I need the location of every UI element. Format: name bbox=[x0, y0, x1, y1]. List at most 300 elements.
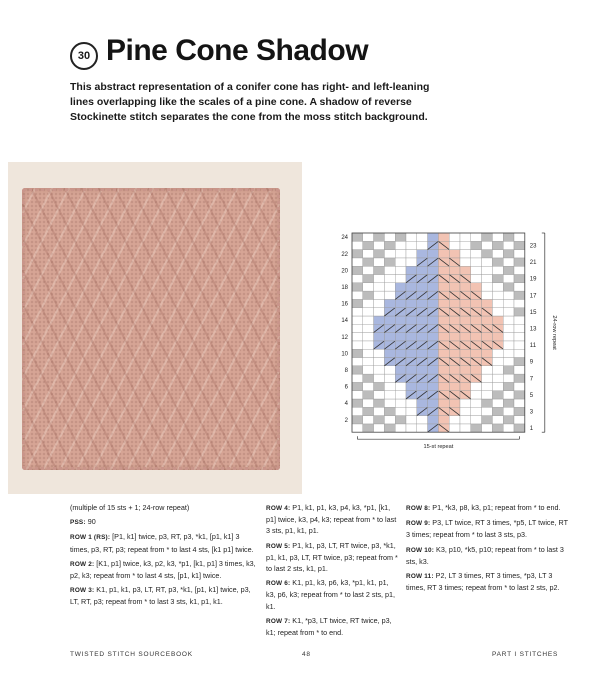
chart-row-label-right: 3 bbox=[529, 409, 534, 416]
chart-cell bbox=[482, 233, 493, 241]
chart-cell bbox=[492, 399, 503, 407]
chart-cell bbox=[363, 399, 374, 407]
chart-row-label-left: 12 bbox=[341, 334, 348, 341]
chart-cell bbox=[428, 266, 439, 274]
chart-cell bbox=[492, 299, 503, 307]
chart-cell bbox=[363, 324, 374, 332]
instruction-label: ROW 7: bbox=[266, 617, 291, 625]
chart-cell bbox=[471, 416, 482, 424]
chart-cell bbox=[449, 241, 460, 249]
chart-cell bbox=[384, 291, 395, 299]
chart-cell bbox=[471, 241, 482, 249]
chart-cell bbox=[374, 308, 385, 316]
chart-cell bbox=[438, 283, 449, 291]
chart-cell bbox=[363, 258, 374, 266]
chart-cell bbox=[374, 399, 385, 407]
chart-cell bbox=[395, 366, 406, 374]
chart-cell bbox=[471, 299, 482, 307]
instruction-3-2 bbox=[406, 544, 570, 567]
chart-cell bbox=[492, 382, 503, 390]
chart-cell bbox=[460, 366, 471, 374]
instruction-text: P1, k1, p1, k3, p4, k3, *p1, [k1, p1] twice, k3, p4, k3; repeat from * to last 3 sts, p1, k1, p1. bbox=[266, 503, 397, 536]
chart-cell bbox=[384, 416, 395, 424]
chart-row-label-right: 13 bbox=[529, 326, 537, 333]
chart-cell bbox=[514, 316, 525, 324]
instruction-1-0 bbox=[70, 502, 256, 513]
chart-cell bbox=[417, 241, 428, 249]
chart-cell bbox=[374, 366, 385, 374]
chart-cell bbox=[460, 250, 471, 258]
chart-cell bbox=[352, 407, 363, 415]
chart-cell bbox=[460, 407, 471, 415]
instruction-text: (multiple of 15 sts + 1; 24-row repeat) bbox=[70, 503, 190, 512]
chart-cell bbox=[395, 233, 406, 241]
chart-cell bbox=[352, 399, 363, 407]
chart-cell bbox=[374, 349, 385, 357]
chart-cell bbox=[406, 424, 417, 432]
instruction-label: ROW 11: bbox=[406, 573, 434, 581]
chart-cell bbox=[395, 283, 406, 291]
chart-cell bbox=[471, 283, 482, 291]
chart-cell bbox=[363, 391, 374, 399]
instruction-text: [K1, p1] twice, k3, p2, k3, *p1, [k1, p1] 3 times, k3, p2, k3; repeat from * to last 4 sts, [p1, k1] twice. bbox=[70, 558, 256, 581]
chart-side-label: 24-row repeat bbox=[550, 315, 557, 350]
instruction-3-3 bbox=[406, 570, 570, 593]
chart-cell bbox=[438, 316, 449, 324]
chart-cell bbox=[503, 407, 514, 415]
chart-cell bbox=[374, 266, 385, 274]
chart-cell bbox=[482, 291, 493, 299]
chart-cell bbox=[460, 266, 471, 274]
instruction-label: ROW 8: bbox=[406, 505, 431, 512]
chart-cell bbox=[417, 382, 428, 390]
chart-cell bbox=[363, 291, 374, 299]
chart-cell bbox=[406, 399, 417, 407]
chart-cell bbox=[352, 358, 363, 366]
chart-cell bbox=[395, 241, 406, 249]
chart-cell bbox=[384, 250, 395, 258]
chart-cell bbox=[395, 349, 406, 357]
instruction-2-2 bbox=[266, 577, 400, 612]
chart-cell bbox=[384, 382, 395, 390]
chart-cell bbox=[503, 291, 514, 299]
chart-cell bbox=[352, 233, 363, 241]
chart-cell bbox=[406, 382, 417, 390]
chart-cell bbox=[449, 366, 460, 374]
chart-cell bbox=[492, 316, 503, 324]
chart-cell bbox=[503, 258, 514, 266]
chart-cell bbox=[492, 333, 503, 341]
chart-cell bbox=[417, 283, 428, 291]
chart-cell bbox=[514, 416, 525, 424]
chart-cell bbox=[449, 333, 460, 341]
chart-cell bbox=[363, 382, 374, 390]
chart-cell bbox=[482, 424, 493, 432]
chart-cell bbox=[395, 299, 406, 307]
chart-cell bbox=[482, 366, 493, 374]
instruction-text: P1, *k3, p8, k3, p1; repeat from * to end. bbox=[430, 503, 561, 512]
chart-cell bbox=[428, 233, 439, 241]
chart-cell bbox=[352, 299, 363, 307]
chart-cell bbox=[460, 416, 471, 424]
chart-cell bbox=[352, 333, 363, 341]
chart-cell bbox=[428, 250, 439, 258]
chart-cell bbox=[492, 416, 503, 424]
chart-cell bbox=[363, 341, 374, 349]
instruction-1-2 bbox=[70, 531, 256, 554]
chart-row-label-left: 14 bbox=[341, 318, 348, 325]
chart-cell bbox=[384, 241, 395, 249]
chart-cell bbox=[384, 349, 395, 357]
instruction-1-3 bbox=[70, 558, 256, 581]
chart-cell bbox=[363, 283, 374, 291]
chart-cell bbox=[352, 391, 363, 399]
chart-cell bbox=[492, 283, 503, 291]
chart-cell bbox=[449, 266, 460, 274]
chart-row-label-left: 18 bbox=[341, 285, 348, 292]
chart-cell bbox=[492, 233, 503, 241]
chart-cell bbox=[503, 316, 514, 324]
chart-cell bbox=[417, 266, 428, 274]
chart-cell bbox=[449, 233, 460, 241]
chart-cell bbox=[471, 399, 482, 407]
chart-bottom-label: 15-st repeat bbox=[423, 444, 454, 451]
instruction-label: ROW 6: bbox=[266, 580, 291, 588]
chart-cell bbox=[363, 333, 374, 341]
instruction-text: K3, p10, *k5, p10; repeat from * to last 3 sts, k3. bbox=[406, 544, 564, 566]
instruction-text: P1, k1, p3, LT, RT twice, p3, *k1, p1, k1, p3, LT, RT twice, p3; repeat from * to last 2 sts, k1, p1. bbox=[266, 540, 398, 574]
chart-cell bbox=[449, 382, 460, 390]
chart-cell bbox=[363, 374, 374, 382]
chart-cell bbox=[514, 308, 525, 316]
chart-row-label-right: 15 bbox=[529, 309, 537, 316]
stitch-chart-svg bbox=[318, 225, 608, 455]
stitch-chart bbox=[318, 225, 608, 455]
chart-cell bbox=[428, 299, 439, 307]
chart-cell bbox=[428, 349, 439, 357]
chart-cell bbox=[482, 258, 493, 266]
chart-cell bbox=[482, 416, 493, 424]
chart-cell bbox=[438, 233, 449, 241]
chart-cell bbox=[352, 416, 363, 424]
instructions-column-1 bbox=[70, 502, 256, 611]
chart-cell bbox=[503, 374, 514, 382]
chart-cell bbox=[384, 258, 395, 266]
chart-cell bbox=[406, 258, 417, 266]
chart-cell bbox=[363, 416, 374, 424]
chart-cell bbox=[460, 299, 471, 307]
chart-cell bbox=[352, 374, 363, 382]
chart-cell bbox=[406, 333, 417, 341]
chart-cell bbox=[492, 308, 503, 316]
chart-row-label-left: 8 bbox=[344, 368, 348, 375]
chart-row-label-left: 24 bbox=[341, 235, 348, 242]
chart-cell bbox=[503, 341, 514, 349]
chart-cell bbox=[482, 283, 493, 291]
chart-cell bbox=[471, 424, 482, 432]
chart-cell bbox=[514, 275, 525, 283]
chart-cell bbox=[363, 366, 374, 374]
chart-cell bbox=[482, 333, 493, 341]
chart-cell bbox=[406, 241, 417, 249]
chart-cell bbox=[503, 233, 514, 241]
chart-cell bbox=[438, 349, 449, 357]
chart-cell bbox=[417, 399, 428, 407]
chart-cell bbox=[352, 275, 363, 283]
chart-cell bbox=[438, 250, 449, 258]
chart-cell bbox=[384, 424, 395, 432]
footer-section: PART I STITCHES bbox=[492, 651, 559, 658]
chart-cell bbox=[428, 416, 439, 424]
chart-cell bbox=[363, 407, 374, 415]
chart-cell bbox=[471, 407, 482, 415]
chart-cell bbox=[514, 358, 525, 366]
chart-cell bbox=[503, 241, 514, 249]
chart-cell bbox=[514, 258, 525, 266]
chart-cell bbox=[352, 241, 363, 249]
chart-cell bbox=[492, 424, 503, 432]
chart-cell bbox=[417, 233, 428, 241]
chart-cell bbox=[406, 316, 417, 324]
instruction-label: ROW 5: bbox=[266, 542, 291, 550]
chart-cell bbox=[460, 258, 471, 266]
chart-cell bbox=[503, 416, 514, 424]
chart-cell bbox=[406, 266, 417, 274]
instruction-label: ROW 3: bbox=[70, 587, 95, 595]
instruction-label: ROW 9: bbox=[406, 520, 431, 528]
chart-cell bbox=[384, 391, 395, 399]
chart-cell bbox=[514, 324, 525, 332]
chart-cell bbox=[492, 349, 503, 357]
instruction-label: ROW 4: bbox=[266, 505, 291, 512]
chart-cell bbox=[514, 333, 525, 341]
chart-cell bbox=[374, 374, 385, 382]
instruction-text: 90 bbox=[85, 517, 96, 527]
instruction-text: [P1, k1] twice, p3, RT, p3, *k1, [p1, k1] 3 times, p3, RT, p3; repeat from * to last 4 sts, [k1 p1] twice. bbox=[70, 532, 254, 554]
instruction-3-0 bbox=[406, 502, 570, 514]
chart-cell bbox=[471, 250, 482, 258]
chart-cell bbox=[514, 424, 525, 432]
instruction-label: ROW 10: bbox=[406, 546, 435, 554]
chart-cell bbox=[363, 358, 374, 366]
chart-cell bbox=[471, 266, 482, 274]
chart-cell bbox=[395, 399, 406, 407]
chart-cell bbox=[352, 366, 363, 374]
chart-row-label-left: 4 bbox=[344, 401, 348, 408]
chart-cell bbox=[417, 416, 428, 424]
chart-row-label-right: 7 bbox=[529, 376, 534, 383]
chart-cell bbox=[374, 241, 385, 249]
chart-cell bbox=[352, 341, 363, 349]
chart-row-label-right: 19 bbox=[529, 276, 537, 283]
chart-cell bbox=[352, 283, 363, 291]
instruction-text: K1, p1, k1, p3, LT, RT, p3, *k1, [p1, k1] twice, p3, LT, RT, p3; repeat from * to last 3 sts, k1, p1, k1. bbox=[70, 585, 251, 607]
swatch-edge bbox=[22, 188, 280, 470]
chart-cell bbox=[363, 233, 374, 241]
chart-cell bbox=[503, 358, 514, 366]
instruction-text: K1, p1, k3, p6, k3, *p1, k1, p1, k3, p6, k3; repeat from * to last 2 sts, p1, k1. bbox=[266, 578, 396, 611]
chart-row-label-left: 10 bbox=[341, 351, 348, 358]
instructions-column-2 bbox=[266, 502, 400, 641]
chart-cell bbox=[374, 382, 385, 390]
chart-cell bbox=[503, 299, 514, 307]
chart-row-label-right: 11 bbox=[529, 343, 537, 350]
chart-cell bbox=[514, 241, 525, 249]
chart-cell bbox=[428, 316, 439, 324]
chart-cell bbox=[514, 233, 525, 241]
chart-cell bbox=[449, 250, 460, 258]
chart-cell bbox=[395, 316, 406, 324]
instructions-column-3 bbox=[406, 502, 570, 596]
chart-row-label-right: 1 bbox=[529, 426, 534, 433]
chart-cell bbox=[460, 424, 471, 432]
chart-cell bbox=[503, 333, 514, 341]
chart-cell bbox=[482, 299, 493, 307]
chart-cell bbox=[428, 382, 439, 390]
chart-cell bbox=[514, 266, 525, 274]
chart-cell bbox=[492, 266, 503, 274]
chart-cell bbox=[482, 266, 493, 274]
chart-cell bbox=[514, 291, 525, 299]
chart-cell bbox=[374, 250, 385, 258]
chart-cell bbox=[406, 366, 417, 374]
chart-cell bbox=[471, 391, 482, 399]
chart-cell bbox=[438, 399, 449, 407]
chart-cell bbox=[438, 382, 449, 390]
chart-cell bbox=[514, 407, 525, 415]
chart-cell bbox=[363, 241, 374, 249]
chart-cell bbox=[363, 299, 374, 307]
chart-cell bbox=[492, 358, 503, 366]
chart-cell bbox=[449, 349, 460, 357]
chart-cell bbox=[384, 233, 395, 241]
chart-cell bbox=[363, 275, 374, 283]
chart-cell bbox=[374, 416, 385, 424]
chart-cell bbox=[352, 382, 363, 390]
chart-cell bbox=[492, 366, 503, 374]
chart-cell bbox=[374, 424, 385, 432]
chart-cell bbox=[374, 291, 385, 299]
chart-cell bbox=[482, 316, 493, 324]
chart-cell bbox=[352, 291, 363, 299]
chart-cell bbox=[374, 233, 385, 241]
chart-cell bbox=[492, 391, 503, 399]
chart-cell bbox=[363, 349, 374, 357]
chart-cell bbox=[503, 366, 514, 374]
chart-cell bbox=[406, 416, 417, 424]
chart-cell bbox=[417, 250, 428, 258]
chart-cell bbox=[374, 358, 385, 366]
chart-cell bbox=[449, 299, 460, 307]
chart-cell bbox=[503, 308, 514, 316]
chart-cell bbox=[384, 407, 395, 415]
chart-cell bbox=[438, 266, 449, 274]
chart-cell bbox=[514, 299, 525, 307]
chart-cell bbox=[482, 399, 493, 407]
chart-cell bbox=[417, 299, 428, 307]
chart-cell bbox=[514, 349, 525, 357]
chart-cell bbox=[471, 349, 482, 357]
footer-book-title: TWISTED STITCH SOURCEBOOK bbox=[70, 651, 193, 658]
chart-cell bbox=[352, 308, 363, 316]
chart-cell bbox=[514, 250, 525, 258]
chart-row-label-left: 2 bbox=[344, 417, 348, 424]
chart-cell bbox=[460, 333, 471, 341]
chart-cell bbox=[352, 349, 363, 357]
chart-cell bbox=[460, 399, 471, 407]
chart-cell bbox=[460, 349, 471, 357]
instruction-text: P2, LT 3 times, RT 3 times, *p3, LT 3 times, RT 3 times; repeat from * to last 2 sts, p2. bbox=[406, 571, 560, 593]
chart-cell bbox=[482, 349, 493, 357]
chart-cell bbox=[449, 416, 460, 424]
instruction-label: ROW 2: bbox=[70, 560, 95, 568]
instruction-3-1 bbox=[406, 517, 570, 540]
chart-cell bbox=[406, 299, 417, 307]
chart-cell bbox=[384, 333, 395, 341]
chart-cell bbox=[417, 349, 428, 357]
chart-cell bbox=[417, 316, 428, 324]
chart-cell bbox=[460, 382, 471, 390]
chart-cell bbox=[395, 266, 406, 274]
chart-cell bbox=[417, 424, 428, 432]
chart-cell bbox=[482, 250, 493, 258]
chart-cell bbox=[384, 366, 395, 374]
chart-cell bbox=[406, 250, 417, 258]
chart-cell bbox=[449, 424, 460, 432]
chart-cell bbox=[406, 407, 417, 415]
chart-cell bbox=[395, 382, 406, 390]
chart-row-label-left: 20 bbox=[341, 268, 348, 275]
chart-cell bbox=[503, 324, 514, 332]
chart-cell bbox=[449, 316, 460, 324]
chart-cell bbox=[406, 283, 417, 291]
chart-cell bbox=[449, 399, 460, 407]
chart-cell bbox=[503, 250, 514, 258]
chart-cell bbox=[492, 374, 503, 382]
footer-page-number: 48 bbox=[302, 651, 311, 658]
page-title: Pine Cone Shadow bbox=[106, 34, 369, 67]
chart-cell bbox=[471, 382, 482, 390]
chart-cell bbox=[395, 407, 406, 415]
chart-cell bbox=[363, 266, 374, 274]
instruction-2-1 bbox=[266, 540, 400, 575]
chart-cell bbox=[449, 283, 460, 291]
chart-cell bbox=[384, 266, 395, 274]
pattern-number-badge: 30 bbox=[70, 42, 98, 70]
chart-cell bbox=[471, 316, 482, 324]
chart-cell bbox=[374, 258, 385, 266]
instruction-2-0 bbox=[266, 502, 400, 537]
chart-cell bbox=[514, 341, 525, 349]
chart-cell bbox=[492, 407, 503, 415]
chart-cell bbox=[428, 283, 439, 291]
chart-cell bbox=[482, 374, 493, 382]
chart-cell bbox=[395, 275, 406, 283]
chart-cell bbox=[503, 349, 514, 357]
chart-cell bbox=[374, 275, 385, 283]
chart-cell bbox=[492, 291, 503, 299]
chart-cell bbox=[374, 316, 385, 324]
chart-cell bbox=[492, 241, 503, 249]
chart-cell bbox=[363, 424, 374, 432]
chart-cell bbox=[384, 275, 395, 283]
instruction-text: P3, LT twice, RT 3 times, *p5, LT twice, RT 3 times; repeat from * to last 3 sts, p3. bbox=[406, 518, 568, 540]
chart-cell bbox=[460, 233, 471, 241]
chart-cell bbox=[460, 283, 471, 291]
chart-cell bbox=[514, 374, 525, 382]
chart-cell bbox=[503, 391, 514, 399]
chart-cell bbox=[374, 391, 385, 399]
